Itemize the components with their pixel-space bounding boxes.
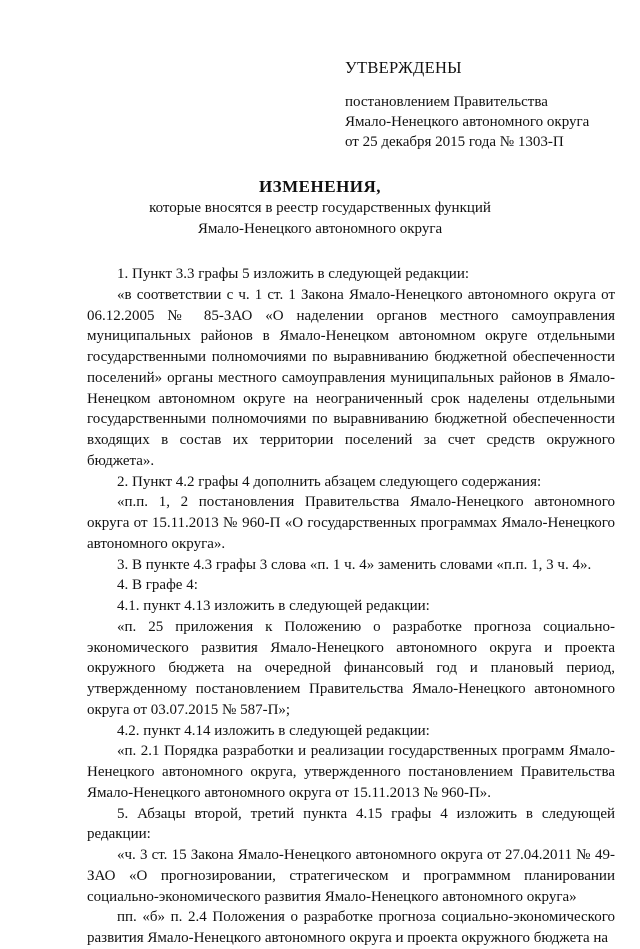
paragraph-item-3: 3. В пункте 4.3 графы 3 слова «п. 1 ч. 4» заменить словами «п.п. 1, 3 ч. 4». xyxy=(117,556,592,573)
document-subtitle-line: которые вносятся в реестр государственных функций xyxy=(149,200,491,216)
document-subtitle-line: Ямало-Ненецкого автономного округа xyxy=(197,221,443,237)
paragraph-item-4-1-text: «п. 25 приложения к Положению о разработке прогноза социально-экономического развития Ямало-Ненецкого автономного округа и проекта окружного бюджета на очередной финансовый год и плановый период, утвержденному постановлением Правительства Ямало-Ненецкого автономного округа от 03.07.2015 № 587-П»; xyxy=(87,618,615,718)
paragraph-item-2-text: «п.п. 1, 2 постановления Правительства Ямало-Ненецкого автономного округа от 15.11.2013 № 960-П «О государственных программах Ямало-Ненецкого автономного округа». xyxy=(87,494,615,552)
paragraph-item-4-1: 4.1. пункт 4.13 изложить в следующей редакции: xyxy=(117,598,430,614)
paragraph-item-1-text: «в соответствии с ч. 1 ст. 1 Закона Ямало-Ненецкого автономного округа от 06.12.2005 № 85-ЗАО «О наделении органов местного самоуправления муниципальных районов в Ямало-Ненецком автономном округе отдельными государственными полномочиями по выравниванию бюджетной обеспеченности поселений» органы местного самоуправления муниципальных районов в Ямало-Ненецком автономном округе на неограниченный срок наделены отдельными государственными полномочиями по выравниванию бюджетной обеспеченности входящих в состав их территории поселений за счет средств окружного бюджета». xyxy=(87,286,615,469)
document-title: ИЗМЕНЕНИЯ, xyxy=(258,177,382,196)
paragraph-item-5: 5. Абзацы второй, третий пункта 4.15 графы 4 изложить в следующей редакции: xyxy=(87,805,615,843)
approval-line: Ямало-Ненецкого автономного округа xyxy=(345,114,590,130)
paragraph-item-1: 1. Пункт 3.3 графы 5 изложить в следующей редакции: xyxy=(117,266,470,282)
paragraph-item-4-2: 4.2. пункт 4.14 изложить в следующей редакции: xyxy=(117,722,430,739)
document-heading xyxy=(0,176,640,240)
approval-line: от 25 декабря 2015 года № 1303-П xyxy=(345,134,564,150)
paragraph-item-2: 2. Пункт 4.2 графы 4 дополнить абзацем следующего содержания: xyxy=(117,473,542,490)
paragraph-item-4: 4. В графе 4: xyxy=(117,577,198,594)
paragraph-item-4-2-text: «п. 2.1 Порядка разработки и реализации государственных программ Ямало-Ненецкого автономного округа, утвержденного постановлением Правительства Ямало-Ненецкого автономного округа от 15.11.2013 № 960-П». xyxy=(87,743,615,801)
approval-block xyxy=(345,58,625,152)
paragraph-item-5-text-1: «ч. 3 ст. 15 Закона Ямало-Ненецкого автономного округа от 27.04.2011 № 49-ЗАО «О прогнозировании, стратегическом и программном планировании социально-экономического развития Ямало-Ненецкого автономного округа» xyxy=(87,847,615,905)
document-body xyxy=(87,264,615,949)
approval-line: постановлением Правительства xyxy=(345,94,548,110)
paragraph-item-5-text-2: пп. «б» п. 2.4 Положения о разработке прогноза социально-экономического развития Ямало-Ненецкого автономного округа и проекта окружного бюджета на xyxy=(87,909,615,946)
approval-heading: УТВЕРЖДЕНЫ xyxy=(345,58,462,77)
